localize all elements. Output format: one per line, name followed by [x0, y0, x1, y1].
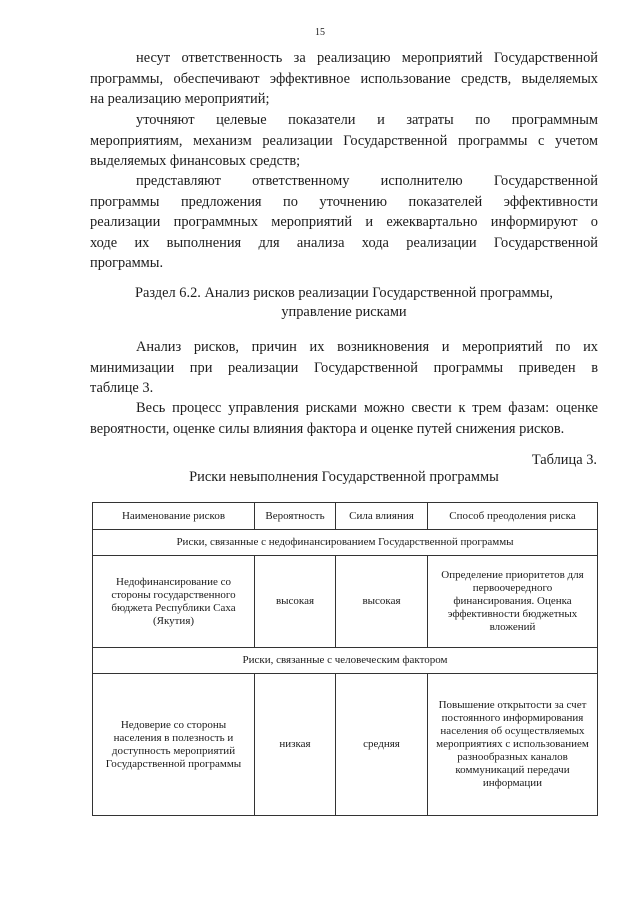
table-group-row	[93, 530, 598, 556]
paragraph-indicators	[90, 110, 598, 172]
text-line: вероятности, оценке силы влияния фактора и оценке путей снижения рисков.	[90, 420, 565, 437]
header-probability: Вероятность	[255, 503, 336, 530]
cell-probability: высокая	[255, 556, 336, 648]
cell-impact: средняя	[336, 674, 428, 816]
header-impact: Сила влияния	[336, 503, 428, 530]
header-risk-name: Наименование рисков	[93, 503, 255, 530]
paragraph-risk-analysis	[90, 337, 598, 399]
text-line: ходе их выполнения для анализа хода реализации Государственной	[90, 234, 598, 251]
table-row	[93, 556, 598, 648]
text-line: Весь процесс управления рисками можно свести к трем фазам: оценке	[136, 400, 598, 416]
text-line: выделяемых финансовых средств;	[90, 153, 301, 169]
text-line: уточняют целевые показатели и затраты по программным	[136, 112, 598, 128]
heading-line: Раздел 6.2. Анализ рисков реализации Государственной программы,	[134, 285, 554, 301]
text-line: программы предложения по уточнению показателей эффективности	[90, 193, 598, 210]
paragraph-responsibility	[90, 48, 598, 110]
text-line: мероприятиям, механизм реализации Государственной программы с учетом	[90, 132, 598, 149]
text-line: реализации программных мероприятий и ежеквартально информируют о	[90, 214, 598, 230]
text-line: программы.	[90, 255, 164, 271]
text-line: на реализацию мероприятий;	[90, 91, 270, 107]
text-line: несут ответственность за реализацию мероприятий Государственной	[136, 50, 598, 66]
paragraph-proposals	[90, 171, 598, 274]
cell-mitigation: Повышение открытости за счет постоянного информирования населения об осуществляемых мероприятиях с использованием разнообразных каналов коммуникаций передачи информации	[428, 674, 598, 816]
table-label: Таблица 3.	[531, 452, 597, 468]
cell-risk-name: Недофинансирование со стороны государственного бюджета Республики Саха (Якутия)	[93, 556, 255, 648]
cell-risk-name: Недоверие со стороны населения в полезность и доступность мероприятий Государственной программы	[93, 674, 255, 816]
group-title: Риски, связанные с недофинансированием Государственной программы	[93, 530, 598, 556]
group-title: Риски, связанные с человеческим фактором	[93, 648, 598, 674]
text-line: таблице 3.	[90, 380, 154, 396]
cell-probability: низкая	[255, 674, 336, 816]
risks-table	[92, 502, 598, 816]
section-heading	[90, 284, 598, 322]
paragraph-risk-phases	[90, 398, 598, 439]
table-group-row	[93, 648, 598, 674]
text-line: программы, обеспечивают эффективное использование средств, выделяемых	[90, 70, 598, 87]
cell-impact: высокая	[336, 556, 428, 648]
table-header-row	[93, 503, 598, 530]
cell-mitigation: Определение приоритетов для первоочередного финансирования. Оценка эффективности бюджетных вложений	[428, 556, 598, 648]
text-line: минимизации при реализации Государственной программы приведен в	[90, 359, 598, 376]
table-row	[93, 674, 598, 816]
table-title: Риски невыполнения Государственной программы	[189, 469, 499, 485]
header-mitigation: Способ преодоления риска	[428, 503, 598, 530]
page-number: 15	[315, 27, 325, 38]
text-line: представляют ответственному исполнителю Государственной	[136, 173, 598, 189]
text-line: Анализ рисков, причин их возникновения и мероприятий по их	[136, 339, 598, 355]
heading-line: управление рисками	[281, 304, 407, 320]
